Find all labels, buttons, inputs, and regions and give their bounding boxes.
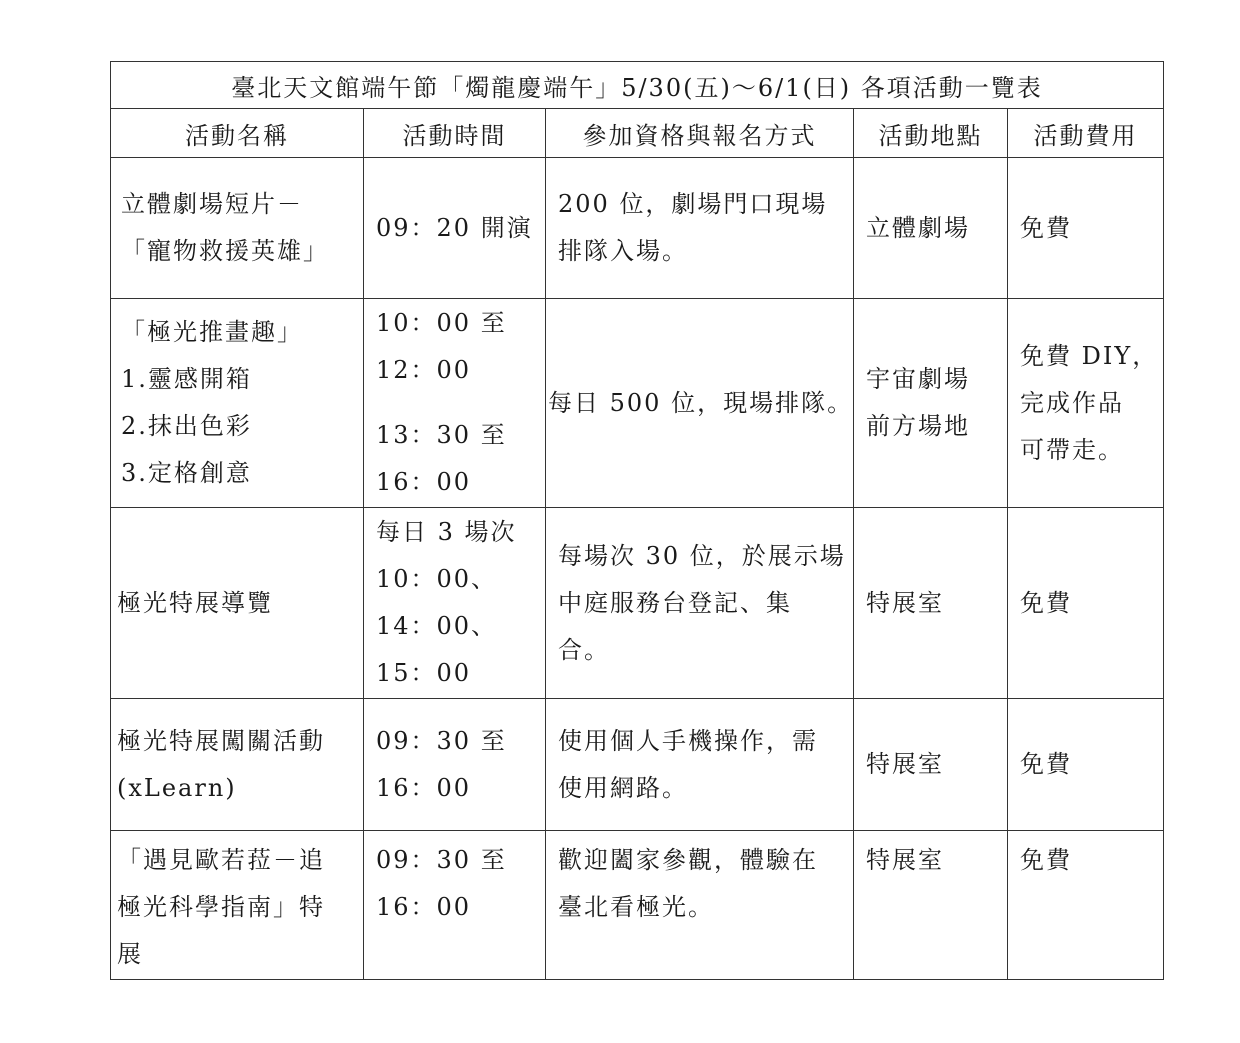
eligibility-cell <box>546 831 854 980</box>
activity-name-line: 立體劇場短片－ <box>121 190 303 218</box>
activity-time-line: 16：00 <box>376 893 472 921</box>
eligibility-line: 臺北看極光。 <box>558 893 714 921</box>
fee-line: 免費 <box>1020 213 1072 242</box>
eligibility-cell <box>546 299 854 508</box>
location-cell <box>854 831 1008 980</box>
fee-cell <box>1008 158 1164 299</box>
activity-time-cell <box>364 299 546 508</box>
location-cell <box>854 158 1008 299</box>
activity-time-cell <box>364 508 546 699</box>
fee-line: 免費 DIY， <box>1020 341 1159 370</box>
activity-name-line: 3.定格創意 <box>121 459 252 487</box>
activity-time-line: 09：30 至 <box>376 846 507 874</box>
eligibility-line: 每日 500 位，現場排隊。 <box>548 388 854 417</box>
fee-cell <box>1008 699 1164 831</box>
eligibility-line: 使用個人手機操作，需 <box>558 726 818 755</box>
eligibility-line: 排隊入場。 <box>558 237 688 265</box>
activity-name-line: 展 <box>117 940 143 968</box>
activity-time-line: 10：00 至 <box>376 309 507 337</box>
eligibility-line: 中庭服務台登記、集 <box>558 588 792 617</box>
table-row <box>111 699 1164 831</box>
activity-time-line: 16：00 <box>376 773 472 802</box>
activity-name-cell <box>111 508 364 699</box>
fee-cell <box>1008 299 1164 508</box>
location-line: 立體劇場 <box>866 213 970 242</box>
activity-time-line: 12：00 <box>376 356 472 384</box>
eligibility-line: 使用網路。 <box>558 773 688 802</box>
location-line: 特展室 <box>866 846 944 874</box>
fee-cell <box>1008 508 1164 699</box>
location-line: 宇宙劇場 <box>866 365 970 393</box>
activity-time-line: 09：20 開演 <box>376 213 533 242</box>
activity-time-cell <box>364 831 546 980</box>
activity-time-cell <box>364 158 546 299</box>
header-eligibility: 參加資格與報名方式 <box>546 109 854 158</box>
activity-name-line: 「極光推畫趣」 <box>121 318 303 346</box>
activity-name-line: 極光科學指南」特 <box>117 893 325 921</box>
location-cell <box>854 508 1008 699</box>
eligibility-cell <box>546 508 854 699</box>
activity-name-line: 1.靈感開箱 <box>121 365 252 393</box>
location-cell <box>854 299 1008 508</box>
activity-time-line: 13：30 至 <box>376 421 507 449</box>
activity-name-cell <box>111 299 364 508</box>
header-fee: 活動費用 <box>1008 109 1164 158</box>
header-row <box>111 109 1164 158</box>
activity-time-line: 09：30 至 <box>376 726 507 755</box>
table-row <box>111 158 1164 299</box>
activity-name-line: 「寵物救援英雄」 <box>121 237 329 265</box>
title-row <box>111 62 1164 109</box>
eligibility-cell <box>546 158 854 299</box>
activity-name-cell <box>111 158 364 299</box>
activity-schedule-table <box>110 61 1164 980</box>
eligibility-line: 合。 <box>558 635 610 664</box>
location-line: 前方場地 <box>866 412 970 440</box>
header-activity-name: 活動名稱 <box>111 109 364 158</box>
activity-time-cell <box>364 699 546 831</box>
header-location: 活動地點 <box>854 109 1008 158</box>
table-title: 臺北天文館端午節「燭龍慶端午」5/30(五)～6/1(日) 各項活動一覽表 <box>111 62 1164 109</box>
location-line: 特展室 <box>866 588 944 617</box>
activity-name-cell <box>111 699 364 831</box>
eligibility-line: 200 位，劇場門口現場 <box>558 190 828 218</box>
activity-time-line: 每日 3 場次 <box>376 518 517 546</box>
table-row <box>111 299 1164 508</box>
eligibility-cell <box>546 699 854 831</box>
activity-time-line: 15：00 <box>376 659 472 687</box>
activity-name-line: 「遇見歐若菈－追 <box>117 846 325 874</box>
header-activity-time: 活動時間 <box>364 109 546 158</box>
fee-line: 免費 <box>1020 846 1072 874</box>
activity-name-line: 極光特展導覽 <box>117 588 273 617</box>
fee-line: 可帶走。 <box>1020 435 1124 464</box>
location-cell <box>854 699 1008 831</box>
fee-line: 完成作品 <box>1020 388 1124 417</box>
location-line: 特展室 <box>866 750 944 778</box>
activity-name-line: (xLearn) <box>117 773 237 802</box>
activity-name-cell <box>111 831 364 980</box>
fee-line: 免費 <box>1020 588 1072 617</box>
table-row <box>111 831 1164 980</box>
fee-cell <box>1008 831 1164 980</box>
table-row <box>111 508 1164 699</box>
activity-time-line: 14：00、 <box>376 612 498 640</box>
activity-time-line: 16：00 <box>376 468 472 496</box>
activity-time-line: 10：00、 <box>376 565 498 593</box>
eligibility-line: 歡迎闔家參觀，體驗在 <box>558 846 818 874</box>
eligibility-line: 每場次 30 位，於展示場 <box>558 541 846 570</box>
activity-name-line: 2.抹出色彩 <box>121 412 252 440</box>
activity-name-line: 極光特展闖關活動 <box>117 726 325 755</box>
fee-line: 免費 <box>1020 750 1072 778</box>
